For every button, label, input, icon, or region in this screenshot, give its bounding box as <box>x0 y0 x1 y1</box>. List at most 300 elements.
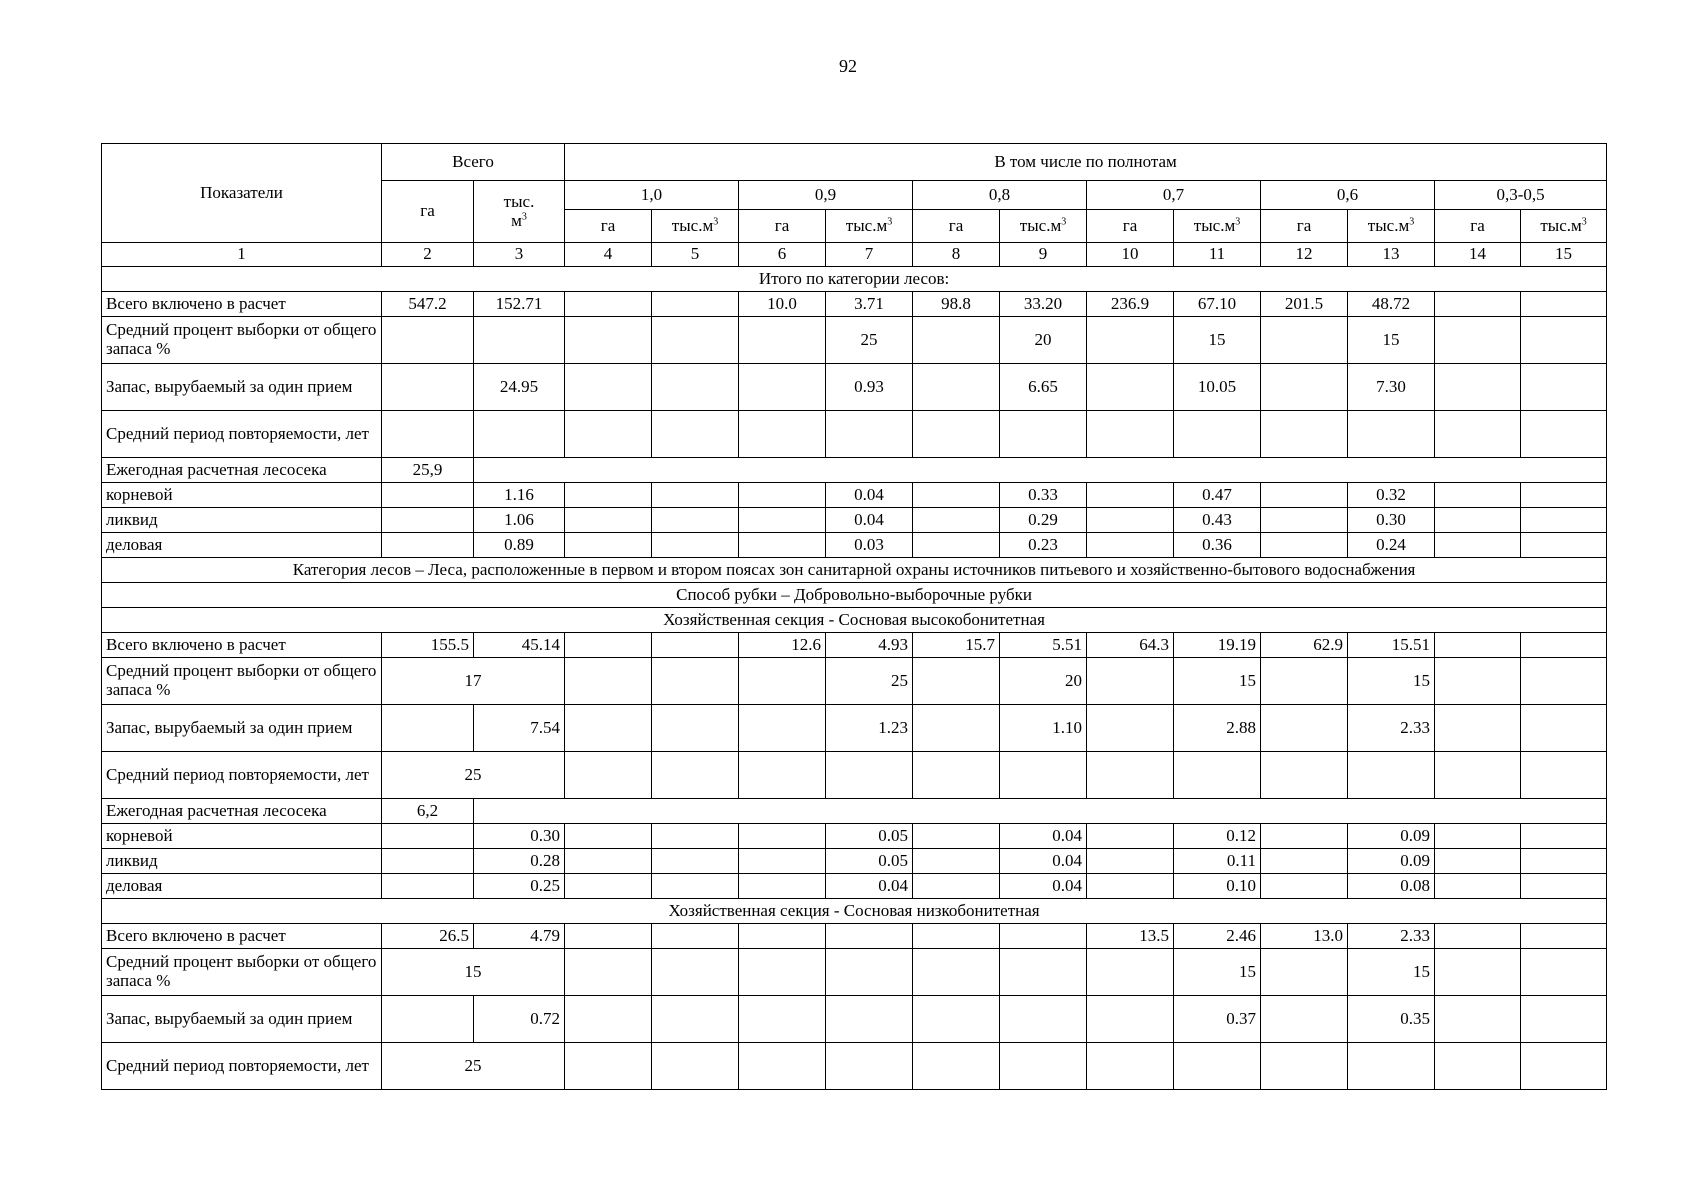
row-stock-one-time <box>102 364 1607 411</box>
data-cell <box>382 508 474 533</box>
row-label: ликвид <box>102 849 382 874</box>
row-label: Средний период повторяемости, лет <box>102 411 382 458</box>
unit-volume: $тыс.м^3$ <box>826 210 913 243</box>
data-cell <box>1521 824 1607 849</box>
data-cell: 0.04 <box>1000 824 1087 849</box>
data-cell: 26.5 <box>382 924 474 949</box>
row-label: корневой <box>102 824 382 849</box>
data-cell <box>1174 752 1261 799</box>
data-cell <box>1521 849 1607 874</box>
data-cell <box>565 658 652 705</box>
row-business <box>102 874 1607 899</box>
data-cell: 0.25 <box>474 874 565 899</box>
section-total-category <box>102 267 1607 292</box>
row-label: корневой <box>102 483 382 508</box>
data-cell: 15.51 <box>1348 633 1435 658</box>
data-cell: 0.09 <box>1348 824 1435 849</box>
data-cell <box>913 317 1000 364</box>
row-label: Ежегодная расчетная лесосека <box>102 799 382 824</box>
data-cell <box>1435 533 1521 558</box>
data-cell: 0.04 <box>826 483 913 508</box>
data-cell <box>913 411 1000 458</box>
data-cell: 2.33 <box>1348 705 1435 752</box>
column-number: 7 <box>826 243 913 267</box>
total-merged-cell: 25 <box>382 1043 565 1090</box>
data-cell <box>1435 849 1521 874</box>
data-cell <box>565 924 652 949</box>
data-cell: 20 <box>1000 658 1087 705</box>
unit-volume: $тыс.м^3$ <box>652 210 739 243</box>
data-cell: 0.93 <box>826 364 913 411</box>
unit-ha: га <box>565 210 652 243</box>
data-cell: 67.10 <box>1174 292 1261 317</box>
data-cell <box>1261 364 1348 411</box>
row-label: Средний процент выборки от общего запаса % <box>102 317 382 364</box>
row-annual-cut <box>102 458 1607 483</box>
data-cell <box>1087 411 1174 458</box>
section-method <box>102 583 1607 608</box>
data-cell <box>565 483 652 508</box>
data-cell <box>1348 752 1435 799</box>
data-cell: 3.71 <box>826 292 913 317</box>
data-cell <box>739 849 826 874</box>
data-cell <box>739 874 826 899</box>
data-cell <box>1261 705 1348 752</box>
data-cell <box>739 658 826 705</box>
data-cell <box>913 483 1000 508</box>
column-number: 8 <box>913 243 1000 267</box>
data-cell: 236.9 <box>1087 292 1174 317</box>
data-cell <box>739 483 826 508</box>
data-cell <box>1000 949 1087 996</box>
data-cell: 2.88 <box>1174 705 1261 752</box>
data-cell: 45.14 <box>474 633 565 658</box>
data-cell: 13.5 <box>1087 924 1174 949</box>
data-cell: 0.89 <box>474 533 565 558</box>
annual-cut-merged-cell <box>474 458 1607 483</box>
data-cell <box>565 752 652 799</box>
data-cell <box>652 317 739 364</box>
data-cell <box>1521 508 1607 533</box>
data-cell <box>652 633 739 658</box>
data-cell <box>565 411 652 458</box>
row-label: Средний период повторяемости, лет <box>102 1043 382 1090</box>
row-avg-percent <box>102 658 1607 705</box>
header-density-5: 0,3-0,5 <box>1435 181 1607 210</box>
data-cell <box>1087 996 1174 1043</box>
data-cell <box>1435 824 1521 849</box>
data-cell <box>652 411 739 458</box>
column-number: 6 <box>739 243 826 267</box>
data-cell <box>913 824 1000 849</box>
data-cell <box>1174 1043 1261 1090</box>
data-cell <box>1521 533 1607 558</box>
row-label: Средний период повторяемости, лет <box>102 752 382 799</box>
data-cell <box>1261 949 1348 996</box>
data-cell: 0.04 <box>826 874 913 899</box>
data-cell <box>1435 874 1521 899</box>
data-cell <box>1521 317 1607 364</box>
data-cell <box>913 533 1000 558</box>
row-label: Запас, вырубаемый за один прием <box>102 996 382 1043</box>
row-stock-one-time <box>102 705 1607 752</box>
data-cell <box>1000 752 1087 799</box>
data-cell: 1.23 <box>826 705 913 752</box>
column-number: 13 <box>1348 243 1435 267</box>
data-cell <box>565 1043 652 1090</box>
data-cell <box>652 874 739 899</box>
section-category-text: Категория лесов – Леса, расположенные в первом и втором поясах зон санитарной охраны источников питьевого и хозяйственно-бытового водоснабжения <box>102 558 1607 583</box>
header-row-1 <box>102 144 1607 181</box>
data-cell <box>1261 508 1348 533</box>
data-cell <box>826 411 913 458</box>
data-cell <box>652 996 739 1043</box>
data-cell <box>739 949 826 996</box>
data-cell <box>565 633 652 658</box>
data-cell <box>382 874 474 899</box>
data-cell <box>565 292 652 317</box>
column-number: 9 <box>1000 243 1087 267</box>
data-cell <box>1261 824 1348 849</box>
data-cell <box>739 364 826 411</box>
data-cell <box>1261 411 1348 458</box>
data-cell: 0.04 <box>1000 874 1087 899</box>
data-cell <box>1521 633 1607 658</box>
data-cell <box>1261 1043 1348 1090</box>
row-root <box>102 824 1607 849</box>
data-cell <box>652 364 739 411</box>
data-cell <box>739 317 826 364</box>
data-cell <box>1087 752 1174 799</box>
data-cell: 64.3 <box>1087 633 1174 658</box>
row-avg-period <box>102 411 1607 458</box>
header-density-4: 0,6 <box>1261 181 1435 210</box>
row-label: деловая <box>102 533 382 558</box>
data-cell: 0.33 <box>1000 483 1087 508</box>
row-label: Ежегодная расчетная лесосека <box>102 458 382 483</box>
data-cell: 0.12 <box>1174 824 1261 849</box>
data-cell: 0.10 <box>1174 874 1261 899</box>
data-cell: 15 <box>1348 317 1435 364</box>
data-cell <box>652 949 739 996</box>
data-cell <box>1521 364 1607 411</box>
data-cell <box>1000 411 1087 458</box>
page-number: 92 <box>839 56 857 76</box>
data-cell <box>913 924 1000 949</box>
data-cell <box>1087 317 1174 364</box>
data-cell: 0.36 <box>1174 533 1261 558</box>
column-number: 11 <box>1174 243 1261 267</box>
data-cell: 0.43 <box>1174 508 1261 533</box>
data-cell <box>1521 292 1607 317</box>
data-cell <box>652 824 739 849</box>
data-cell: 0.28 <box>474 849 565 874</box>
row-total-included <box>102 292 1607 317</box>
data-cell <box>913 658 1000 705</box>
data-cell <box>1435 317 1521 364</box>
data-cell: 10.0 <box>739 292 826 317</box>
data-cell <box>1521 874 1607 899</box>
column-number: 1 <box>102 243 382 267</box>
header-total-volume: тыс. $м^3$ <box>474 181 565 243</box>
data-cell: 155.5 <box>382 633 474 658</box>
data-cell <box>1435 705 1521 752</box>
data-cell <box>913 508 1000 533</box>
data-cell <box>1435 483 1521 508</box>
total-merged-cell: 15 <box>382 949 565 996</box>
data-cell <box>652 483 739 508</box>
unit-volume: $тыс.м^3$ <box>1348 210 1435 243</box>
data-cell: 15.7 <box>913 633 1000 658</box>
row-label: Средний процент выборки от общего запаса % <box>102 949 382 996</box>
data-cell: 12.6 <box>739 633 826 658</box>
data-cell <box>565 949 652 996</box>
data-cell <box>913 849 1000 874</box>
data-cell <box>565 874 652 899</box>
row-avg-percent <box>102 317 1607 364</box>
section-low-bonitet-text: Хозяйственная секция - Сосновая низкобонитетная <box>102 899 1607 924</box>
header-total: Всего <box>382 144 565 181</box>
data-cell <box>382 364 474 411</box>
row-business <box>102 533 1607 558</box>
data-cell <box>1087 949 1174 996</box>
data-cell <box>913 752 1000 799</box>
data-cell <box>1435 508 1521 533</box>
data-cell: 0.35 <box>1348 996 1435 1043</box>
row-annual-cut <box>102 799 1607 824</box>
data-cell: 25 <box>826 317 913 364</box>
data-cell: 0.23 <box>1000 533 1087 558</box>
data-cell <box>1435 949 1521 996</box>
data-cell: 1.16 <box>474 483 565 508</box>
row-label: Всего включено в расчет <box>102 924 382 949</box>
data-cell <box>1000 996 1087 1043</box>
data-cell <box>1521 752 1607 799</box>
header-density-1: 0,9 <box>739 181 913 210</box>
data-cell: 4.93 <box>826 633 913 658</box>
data-cell: 33.20 <box>1000 292 1087 317</box>
column-number: 14 <box>1435 243 1521 267</box>
data-cell: 2.46 <box>1174 924 1261 949</box>
row-root <box>102 483 1607 508</box>
data-cell <box>565 705 652 752</box>
data-cell <box>1435 292 1521 317</box>
data-cell <box>739 533 826 558</box>
data-cell <box>565 849 652 874</box>
data-cell <box>474 317 565 364</box>
data-cell <box>652 292 739 317</box>
data-cell: 0.09 <box>1348 849 1435 874</box>
row-label: ликвид <box>102 508 382 533</box>
data-cell <box>652 705 739 752</box>
data-cell <box>382 705 474 752</box>
data-cell <box>382 533 474 558</box>
column-number-row <box>102 243 1607 267</box>
header-density-3: 0,7 <box>1087 181 1261 210</box>
data-cell <box>1435 1043 1521 1090</box>
data-cell <box>1261 658 1348 705</box>
header-density-0: 1,0 <box>565 181 739 210</box>
data-cell <box>1348 411 1435 458</box>
data-cell: 0.04 <box>1000 849 1087 874</box>
row-label: Запас, вырубаемый за один прием <box>102 705 382 752</box>
data-cell <box>1261 996 1348 1043</box>
data-cell <box>382 996 474 1043</box>
column-number: 15 <box>1521 243 1607 267</box>
data-cell <box>739 924 826 949</box>
data-cell: 0.08 <box>1348 874 1435 899</box>
data-cell: 0.05 <box>826 849 913 874</box>
data-cell <box>565 824 652 849</box>
annual-cut-value: 6,2 <box>382 799 474 824</box>
data-cell: 0.03 <box>826 533 913 558</box>
data-cell: 2.33 <box>1348 924 1435 949</box>
data-cell: 15 <box>1348 658 1435 705</box>
header-density-2: 0,8 <box>913 181 1087 210</box>
data-cell <box>1087 364 1174 411</box>
data-cell <box>1261 874 1348 899</box>
section-high-bonitet-text: Хозяйственная секция - Сосновая высокобонитетная <box>102 608 1607 633</box>
row-label: деловая <box>102 874 382 899</box>
data-cell: 1.10 <box>1000 705 1087 752</box>
data-cell <box>739 1043 826 1090</box>
data-cell: 0.30 <box>1348 508 1435 533</box>
data-cell <box>826 996 913 1043</box>
data-cell: 24.95 <box>474 364 565 411</box>
data-cell <box>652 508 739 533</box>
data-cell <box>1261 849 1348 874</box>
data-cell: 0.24 <box>1348 533 1435 558</box>
unit-ha: га <box>1261 210 1348 243</box>
data-cell <box>652 1043 739 1090</box>
data-cell: 0.72 <box>474 996 565 1043</box>
row-liquid <box>102 849 1607 874</box>
data-cell <box>739 705 826 752</box>
data-cell: 0.29 <box>1000 508 1087 533</box>
section-low-bonitet <box>102 899 1607 924</box>
data-cell <box>739 508 826 533</box>
section-total-category-text: Итого по категории лесов: <box>102 267 1607 292</box>
data-cell: 7.54 <box>474 705 565 752</box>
data-cell <box>382 849 474 874</box>
unit-volume: $тыс.м^3$ <box>1174 210 1261 243</box>
data-cell <box>1174 411 1261 458</box>
row-liquid <box>102 508 1607 533</box>
data-cell: 0.37 <box>1174 996 1261 1043</box>
data-cell <box>913 949 1000 996</box>
data-cell <box>1521 483 1607 508</box>
data-cell <box>1261 533 1348 558</box>
data-cell <box>652 533 739 558</box>
data-cell: 6.65 <box>1000 364 1087 411</box>
data-cell: 15 <box>1174 658 1261 705</box>
data-cell: 0.11 <box>1174 849 1261 874</box>
data-cell: 0.30 <box>474 824 565 849</box>
data-cell: 0.32 <box>1348 483 1435 508</box>
data-cell <box>652 658 739 705</box>
data-cell <box>1435 996 1521 1043</box>
row-label: Запас, вырубаемый за один прием <box>102 364 382 411</box>
data-cell <box>565 533 652 558</box>
data-cell <box>826 752 913 799</box>
data-cell: 15 <box>1348 949 1435 996</box>
data-cell <box>652 849 739 874</box>
section-method-text: Способ рубки – Добровольно-выборочные рубки <box>102 583 1607 608</box>
column-number: 2 <box>382 243 474 267</box>
data-cell <box>652 924 739 949</box>
data-cell: 152.71 <box>474 292 565 317</box>
unit-ha: га <box>1087 210 1174 243</box>
data-cell <box>1000 1043 1087 1090</box>
column-number: 4 <box>565 243 652 267</box>
data-cell: 1.06 <box>474 508 565 533</box>
data-cell: 0.05 <box>826 824 913 849</box>
data-cell <box>1435 658 1521 705</box>
data-cell: 7.30 <box>1348 364 1435 411</box>
data-cell <box>1087 705 1174 752</box>
data-cell <box>1521 924 1607 949</box>
data-cell <box>739 411 826 458</box>
data-cell <box>913 874 1000 899</box>
data-cell <box>652 752 739 799</box>
data-cell: 19.19 <box>1174 633 1261 658</box>
header-by-density: В том числе по полнотам <box>565 144 1607 181</box>
data-cell: 10.05 <box>1174 364 1261 411</box>
data-cell <box>1521 996 1607 1043</box>
data-cell <box>1261 317 1348 364</box>
data-cell: 48.72 <box>1348 292 1435 317</box>
data-cell: 15 <box>1174 949 1261 996</box>
data-cell <box>913 364 1000 411</box>
data-cell <box>1521 411 1607 458</box>
data-cell <box>565 364 652 411</box>
data-cell <box>382 411 474 458</box>
total-merged-cell: 25 <box>382 752 565 799</box>
row-label: Всего включено в расчет <box>102 633 382 658</box>
data-cell <box>1087 849 1174 874</box>
data-cell <box>1261 752 1348 799</box>
unit-ha: га <box>913 210 1000 243</box>
data-cell <box>739 996 826 1043</box>
row-total-included <box>102 924 1607 949</box>
data-cell <box>913 705 1000 752</box>
column-number: 12 <box>1261 243 1348 267</box>
data-cell <box>1435 633 1521 658</box>
column-number: 3 <box>474 243 565 267</box>
data-cell <box>1000 924 1087 949</box>
column-number: 5 <box>652 243 739 267</box>
data-cell <box>1087 658 1174 705</box>
data-cell <box>1087 483 1174 508</box>
data-cell <box>474 411 565 458</box>
data-cell: 20 <box>1000 317 1087 364</box>
forest-volume-table <box>101 143 1607 1090</box>
data-cell: 547.2 <box>382 292 474 317</box>
data-cell <box>565 317 652 364</box>
data-cell <box>1435 364 1521 411</box>
unit-ha: га <box>739 210 826 243</box>
section-high-bonitet <box>102 608 1607 633</box>
data-cell <box>565 508 652 533</box>
data-cell: 5.51 <box>1000 633 1087 658</box>
row-avg-period <box>102 752 1607 799</box>
data-cell: 4.79 <box>474 924 565 949</box>
data-cell <box>1087 508 1174 533</box>
data-cell <box>826 1043 913 1090</box>
section-category <box>102 558 1607 583</box>
annual-cut-value: 25,9 <box>382 458 474 483</box>
data-cell <box>565 996 652 1043</box>
